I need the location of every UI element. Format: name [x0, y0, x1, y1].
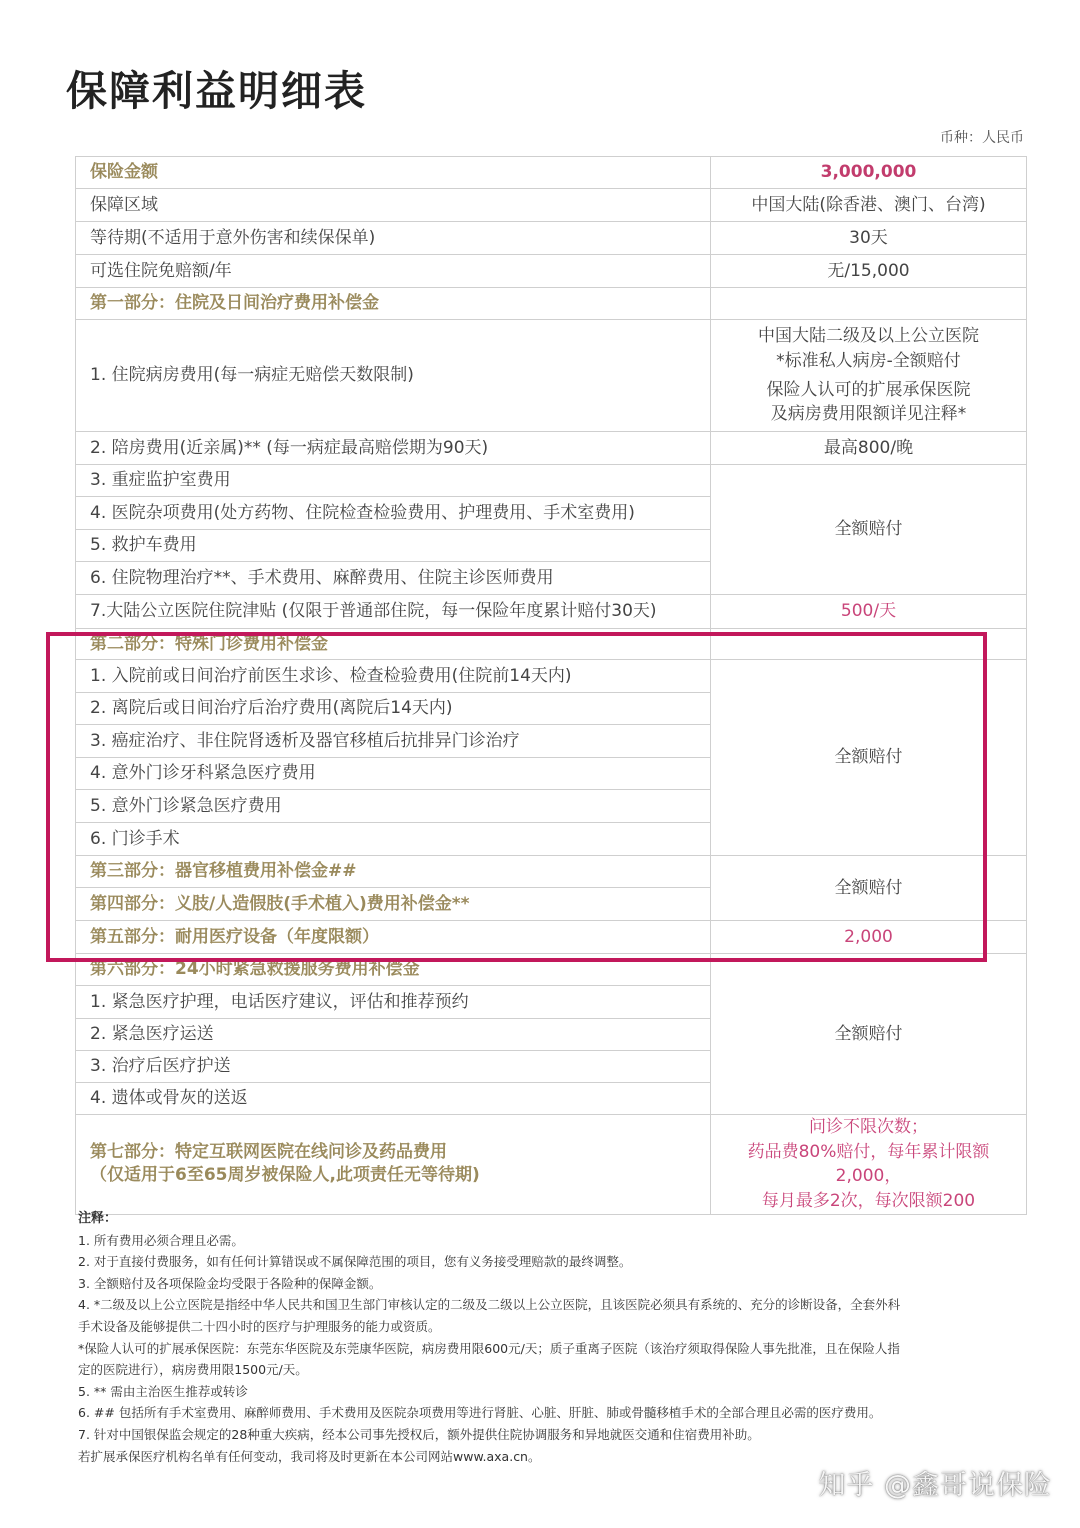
- row-region: [76, 189, 1027, 222]
- misc-label: 4. 医院杂项费用(处方药物、住院检查检验费用、护理费用、手术室费用): [76, 497, 711, 530]
- row-part2-item: [76, 660, 1027, 693]
- part2-item: 5. 意外门诊紧急医疗费用: [76, 790, 711, 823]
- part34-value: 全额赔付: [711, 856, 1027, 921]
- note-line: 6. ## 包括所有手术室费用、麻醉师费用、手术费用及医院杂项费用等进行肾脏、心脏、肝脏、肺或骨髓移植手术的全部合理且必需的医疗费用。: [78, 1405, 882, 1421]
- note-line: 3. 全额赔付及各项保险金均受限于各险种的保障金额。: [78, 1275, 382, 1291]
- part2-item: 1. 入院前或日间治疗前医生求诊、检查检验费用(住院前14天内): [76, 660, 711, 693]
- room-label: 1. 住院病房费用(每一病症无赔偿天数限制): [76, 320, 711, 432]
- companion-label: 2. 陪房费用(近亲属)** (每一病症最高赔偿期为90天): [76, 432, 711, 465]
- deductible-label: 可选住院免赔额/年: [76, 255, 711, 288]
- notes-section: [78, 1208, 1030, 1467]
- row-allowance: [76, 595, 1027, 629]
- part2-item: 6. 门诊手术: [76, 823, 711, 856]
- part2-item: 3. 癌症治疗、非住院肾透析及器官移植后抗排异门诊治疗: [76, 725, 711, 758]
- row-sum-insured: [76, 157, 1027, 189]
- icu-label: 3. 重症监护室费用: [76, 465, 711, 497]
- part2-value: 全额赔付: [711, 660, 1027, 856]
- row-part3-title: [76, 856, 1027, 888]
- currency-label: 币种：人民币: [940, 130, 1024, 146]
- sum-insured-value: 3,000,000: [711, 157, 1027, 189]
- ambulance-label: 5. 救护车费用: [76, 530, 711, 562]
- part6-title: 第六部分：24小时紧急救援服务费用补偿金: [76, 954, 711, 986]
- row-part1-title: [76, 288, 1027, 320]
- row-deductible: [76, 255, 1027, 288]
- row-waiting: [76, 222, 1027, 255]
- part6-value: 全额赔付: [711, 954, 1027, 1115]
- part6-item: 3. 治疗后医疗护送: [76, 1051, 711, 1083]
- benefit-table: [75, 156, 1027, 1215]
- part4-title: 第四部分：义肢/人造假肢(手术植入)费用补偿金**: [76, 888, 711, 921]
- part6-item: 2. 紧急医疗运送: [76, 1019, 711, 1051]
- part6-item: 4. 遗体或骨灰的送返: [76, 1083, 711, 1115]
- sum-insured-label: 保险金额: [76, 157, 711, 189]
- note-line: 1. 所有费用必须合理且必需。: [78, 1232, 244, 1248]
- note-line: 2. 对于直接付费服务，如有任何计算错误或不属保障范围的项目，您有义务接受理赔款的最终调整。: [78, 1254, 632, 1270]
- note-line: 7. 针对中国银保监会规定的28种重大疾病，经本公司事先授权后，额外提供住院协调服务和异地就医交通和住宿费用补助。: [78, 1426, 760, 1442]
- physio-label: 6. 住院物理治疗**、手术费用、麻醉费用、住院主诊医师费用: [76, 562, 711, 595]
- waiting-value: 30天: [711, 222, 1027, 255]
- part5-title: 第五部分：耐用医疗设备（年度限额）: [76, 921, 711, 954]
- row-part7: [76, 1115, 1027, 1215]
- row-companion: [76, 432, 1027, 465]
- waiting-label: 等待期(不适用于意外伤害和续保保单): [76, 222, 711, 255]
- part3-title: 第三部分：器官移植费用补偿金##: [76, 856, 711, 888]
- note-line: 手术设备及能够提供二十四小时的医疗与护理服务的能力或资质。: [78, 1318, 441, 1334]
- part7-title: 第七部分：特定互联网医院在线问诊及药品费用 （仅适用于6至65周岁被保险人,此项责任无等待期): [76, 1115, 711, 1215]
- note-line: 4. *二级及以上公立医院是指经中华人民共和国卫生部门审核认定的二级及二级以上公立医院，且该医院必须具有系统的、充分的诊断设备，全套外科: [78, 1297, 901, 1313]
- part1-title: 第一部分：住院及日间治疗费用补偿金: [76, 288, 711, 320]
- row-icu: [76, 465, 1027, 497]
- companion-value: 最高800/晚: [711, 432, 1027, 465]
- part6-item: 1. 紧急医疗护理，电话医疗建议，评估和推荐预约: [76, 986, 711, 1019]
- part2-item: 2. 离院后或日间治疗后治疗费用(离院后14天内): [76, 693, 711, 725]
- row-part6-title: [76, 954, 1027, 986]
- note-line: 5. ** 需由主治医生推荐或转诊: [78, 1383, 248, 1399]
- part2-item: 4. 意外门诊牙科紧急医疗费用: [76, 758, 711, 790]
- part7-value: 问诊不限次数； 药品费80%赔付，每年累计限额2,000， 每月最多2次，每次限额200: [711, 1115, 1027, 1215]
- note-line: *保险人认可的扩展承保医院：东莞东华医院及东莞康华医院，病房费用限600元/天；质子重离子医院（该治疗须取得保险人事先批准，且在保险人指: [78, 1340, 900, 1356]
- deductible-value: 无/15,000: [711, 255, 1027, 288]
- note-line: 若扩展承保医疗机构名单有任何变动，我司将及时更新在本公司网站www.axa.cn。: [78, 1448, 541, 1464]
- room-value: 中国大陆二级及以上公立医院 *标准私人病房-全额赔付 保险人认可的扩展承保医院 及病房费用限额详见注释*: [711, 320, 1027, 432]
- row-part2-title: [76, 629, 1027, 660]
- part2-title: 第二部分：特殊门诊费用补偿金: [76, 629, 711, 660]
- notes-title: 注释：: [78, 1211, 118, 1226]
- page-title: 保障利益明细表: [66, 67, 367, 115]
- part5-value: 2,000: [711, 921, 1027, 954]
- note-line: 定的医院进行），病房费用限1500元/天。: [78, 1362, 308, 1378]
- watermark: 知乎 @鑫哥说保险: [818, 1470, 1052, 1501]
- allowance-value: 500/天: [711, 595, 1027, 629]
- part1-group-value: 全额赔付: [711, 465, 1027, 595]
- row-part5-title: [76, 921, 1027, 954]
- row-room: [76, 320, 1027, 432]
- allowance-label: 7.大陆公立医院住院津贴 (仅限于普通部住院，每一保险年度累计赔付30天): [76, 595, 711, 629]
- region-value: 中国大陆(除香港、澳门、台湾): [711, 189, 1027, 222]
- region-label: 保障区域: [76, 189, 711, 222]
